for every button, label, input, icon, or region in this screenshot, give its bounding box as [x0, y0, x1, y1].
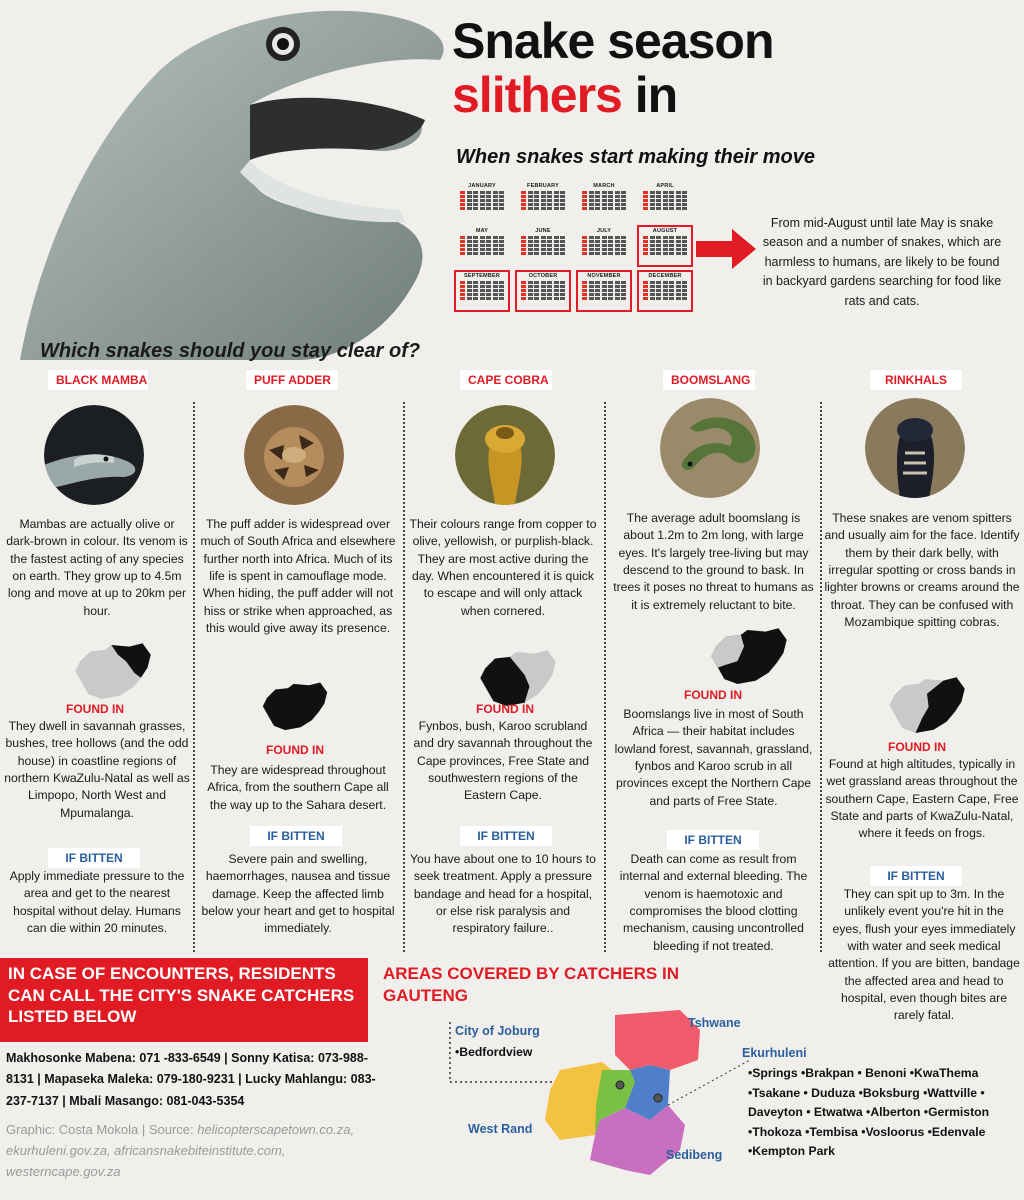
snake-name-tag: CAPE COBRA [460, 370, 552, 390]
if-bitten-label: IF BITTEN [460, 826, 552, 846]
calendar-month [576, 270, 632, 312]
found-in-text: Fynbos, bush, Karoo scrubland and dry savannah throughout the Cape provinces, Free State and southwestern regions of the Eastern Cape. [413, 719, 593, 803]
snake-name-tag: RINKHALS [870, 370, 962, 390]
calendar-month-name: OCTOBER [528, 273, 558, 279]
rinkhals-photo [865, 398, 965, 498]
title-red-word: slithers [452, 67, 622, 123]
black-mamba-illustration [0, 0, 460, 360]
graphic-credit: Graphic: Costa Mokola | Source: [6, 1122, 198, 1137]
puff-adder-range-map [260, 682, 330, 732]
calendar-month [454, 180, 510, 222]
if-bitten-text: They can spit up to 3m. In the unlikely event you're hit in the eyes, flush your eyes immediately with water and seek medical attention. If you are bitten, bandage the affected area and head to hospital, even though bites are rarely fatal. [828, 887, 1020, 1023]
calendar-month [576, 180, 632, 222]
calendar-month [454, 225, 510, 267]
page-title-line2 [452, 66, 677, 124]
cape-cobra-photo [455, 405, 555, 505]
calendar-day-grid [515, 191, 571, 210]
calendar-month-name: FEBRUARY [527, 183, 559, 189]
calendar-day-grid [517, 281, 569, 300]
calendar-month-name: DECEMBER [648, 273, 682, 279]
column-divider [193, 402, 195, 952]
city-of-joburg-label: City of Joburg [455, 1024, 540, 1038]
areas-heading: AREAS COVERED BY CATCHERS IN GAUTENG [383, 964, 679, 1006]
found-in-label: FOUND IN [684, 688, 742, 702]
calendar-month-name: MAY [475, 228, 489, 234]
calendar-month-name: JULY [596, 228, 612, 234]
if-bitten-text: Death can come as result from internal and external bleeding. The venom is haemotoxic and compromises the blood clotting mechanism, causing uncontrolled bleeding if not treated. [619, 852, 808, 953]
calendar-month-name: MARCH [593, 183, 615, 189]
ekurhuleni-areas: •Springs •Brakpan • Benoni •KwaThema •Tsakane • Duduza •Boksburg •Wattville • Daveyton • Etwatwa •Alberton •Germiston •Thokoza •Tembisa •Vosloorus •Edenvale •Kempton Park [748, 1066, 990, 1159]
found-in-text: They are widespread throughout Africa, from the southern Cape all the way up to the Sahara desert. [207, 763, 389, 812]
calendar-grid [454, 180, 694, 315]
if-bitten-label: IF BITTEN [870, 866, 962, 886]
calendar-day-grid [639, 236, 691, 255]
page-title: Snake season [452, 13, 774, 69]
calendar-day-grid [456, 281, 508, 300]
calendar-month [515, 180, 571, 222]
rinkhals-range-map [886, 677, 968, 735]
calendar-month-name: NOVEMBER [587, 273, 621, 279]
found-in-text: They dwell in savannah grasses, bushes, tree hollows (and the odd house) in coastline regions of northern KwaZulu-Natal as well as Limpopo, North West and Mpumalanga. [4, 719, 190, 820]
snake-name-tag: BOOMSLANG [663, 370, 755, 390]
title-rest: in [621, 67, 678, 123]
if-bitten-label: IF BITTEN [48, 848, 140, 868]
if-bitten-text: Severe pain and swelling, haemorrhages, nausea and tissue damage. Keep the affected limb below your heart and get to hospital immediately. [201, 852, 395, 936]
tshwane-label: Tshwane [688, 1016, 741, 1030]
found-in-label: FOUND IN [888, 740, 946, 754]
black-mamba-range-map [72, 643, 154, 701]
calendar-month [515, 270, 571, 312]
calendar-day-grid [576, 191, 632, 210]
snake-description: The average adult boomslang is about 1.2m to 2m long, with large eyes. It's largely tree-living but may descend to the ground to bask. In trees it poses no threat to humans as it is extremely reluctant to bite. [613, 511, 814, 612]
calendar-day-grid [454, 191, 510, 210]
black-mamba-photo [44, 405, 144, 505]
calendar-month [515, 225, 571, 267]
calendar-day-grid [454, 236, 510, 255]
city-of-joburg-areas: •Bedfordview [455, 1045, 533, 1059]
found-in-text: Boomslangs live in most of South Africa — their habitat includes lowland forest, savannah, grassland, fynbos and Karoo scrub in all provinces except the Northern Cape and parts of Free State. [614, 707, 813, 808]
ekurhuleni-label: Ekurhuleni [742, 1046, 807, 1060]
found-in-text: Found at high altitudes, typically in wet grassland areas throughout the southern Cape, Eastern Cape, Free State and parts of KwaZulu-Natal, where it feeds on frogs. [825, 757, 1019, 841]
calendar-day-grid [515, 236, 571, 255]
encounter-callout: IN CASE OF ENCOUNTERS, RESIDENTS CAN CALL THE CITY'S SNAKE CATCHERS LISTED BELOW [0, 958, 368, 1042]
calendar-month-name: APRIL [656, 183, 674, 189]
calendar-month-name: AUGUST [652, 228, 678, 234]
calendar-month [454, 270, 510, 312]
snake-description: Mambas are actually olive or dark-brown in colour. Its venom is the fastest acting of any species on earth. They grow up to 4.5m long and move at up to 20km per hour. [6, 517, 188, 618]
calendar-month [637, 180, 693, 222]
calendar-subtitle: When snakes start making their move [456, 146, 816, 168]
calendar-day-grid [637, 191, 693, 210]
snake-description: The puff adder is widespread over much of South Africa and elsewhere further north into Africa. Much of its life is spent in camouflage mode. When hiding, the puff adder will not hiss or strike when approached, as this would give away its presence. [200, 517, 396, 635]
boomslang-range-map [708, 628, 790, 686]
snakes-heading: Which snakes should you stay clear of? [40, 340, 421, 362]
snake-name-tag: BLACK MAMBA [48, 370, 148, 390]
snake-description: Their colours range from copper to olive, yellowish, or purplish-black. They are most active during the day. When encountered it is quick to escape and will only attack when cornered. [409, 517, 597, 618]
if-bitten-label: IF BITTEN [667, 830, 759, 850]
snake-description: These snakes are venom spitters and usually aim for the face. Identify them by their dark belly, with irregular spotting or cross bands in lighter browns or creams around the throat. They can be confused with Mozambique spitting cobras. [824, 511, 1020, 629]
if-bitten-text: Apply immediate pressure to the area and get to the nearest hospital without delay. Humans can die within 20 minutes. [9, 869, 185, 935]
credits [6, 1120, 391, 1182]
found-in-label: FOUND IN [476, 702, 534, 716]
calendar-month [637, 270, 693, 312]
calendar-month-name: SEPTEMBER [463, 273, 501, 279]
calendar-day-grid [576, 236, 632, 255]
snake-name-tag: PUFF ADDER [246, 370, 338, 390]
calendar-day-grid [639, 281, 691, 300]
west-rand-label: West Rand [468, 1122, 533, 1136]
column-divider [820, 402, 822, 952]
column-divider [604, 402, 606, 952]
boomslang-photo [660, 398, 760, 498]
sedibeng-label: Sedibeng [666, 1148, 723, 1162]
arrow-right-icon [696, 229, 756, 269]
found-in-label: FOUND IN [266, 743, 324, 757]
if-bitten-text: You have about one to 10 hours to seek treatment. Apply a pressure bandage and head for a hospital, or else risk paralysis and respiratory failure.. [410, 852, 596, 936]
calendar-month-name: JANUARY [468, 183, 496, 189]
calendar-day-grid [578, 281, 630, 300]
column-divider [403, 402, 405, 952]
cape-cobra-range-map [477, 650, 559, 708]
found-in-label: FOUND IN [66, 702, 124, 716]
puff-adder-photo [244, 405, 344, 505]
source-list: helicopterscapetown.co.za, ekurhuleni.gov.za, africansnakebiteinstitute.com, westerncape.gov.za [6, 1122, 355, 1179]
calendar-month [637, 225, 693, 267]
calendar-month [576, 225, 632, 267]
season-description: From mid-August until late May is snake season and a number of snakes, which are harmless to humans, are likely to be found in backyard gardens searching for food like rats and cats. [762, 216, 1002, 308]
calendar-month-name: JUNE [535, 228, 551, 234]
if-bitten-label: IF BITTEN [250, 826, 342, 846]
snake-catcher-list: Makhosonke Mabena: 071 -833-6549 | Sonny Katisa: 073-988-8131 | Mapaseka Maleka: 079-180-9231 | Lucky Mahlangu: 083-237-7137 | Mbali Masango: 081-043-5354 [6, 1051, 376, 1108]
